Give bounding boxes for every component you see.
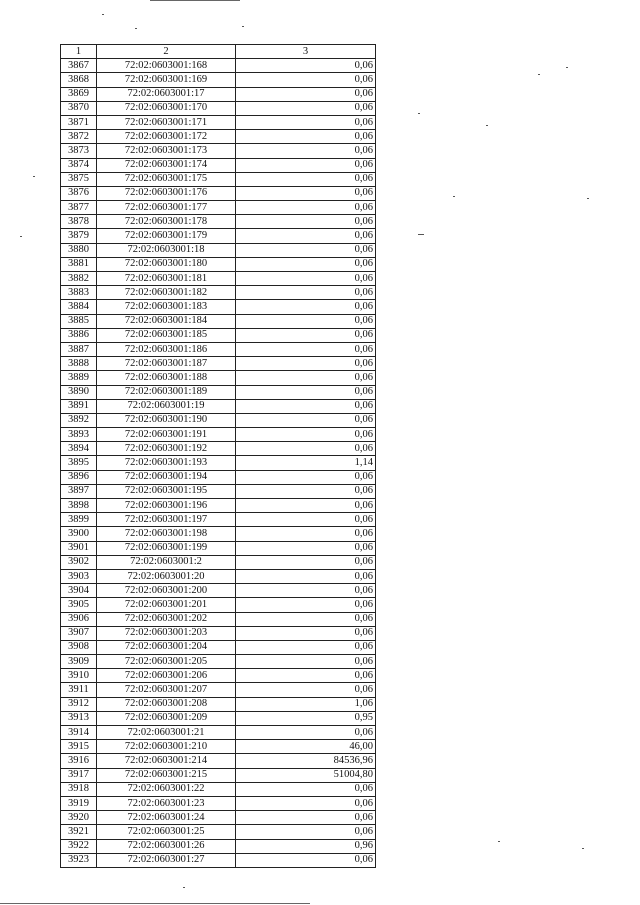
cadastral-number: 72:02:0603001:191 (97, 428, 236, 442)
row-number: 3875 (61, 172, 97, 186)
table-row (61, 825, 376, 839)
scan-speck (183, 887, 185, 888)
row-number: 3898 (61, 499, 97, 513)
row-number: 3885 (61, 314, 97, 328)
row-value: 0,06 (236, 484, 376, 498)
row-number: 3919 (61, 796, 97, 810)
row-value: 0,06 (236, 442, 376, 456)
row-value: 0,06 (236, 640, 376, 654)
table-row (61, 413, 376, 427)
table-row (61, 357, 376, 371)
row-value: 0,06 (236, 796, 376, 810)
cadastral-number: 72:02:0603001:194 (97, 470, 236, 484)
row-value: 0,06 (236, 626, 376, 640)
cadastral-number: 72:02:0603001:176 (97, 186, 236, 200)
scan-speck (486, 125, 488, 126)
row-value: 0,06 (236, 73, 376, 87)
table-row (61, 598, 376, 612)
cadastral-number: 72:02:0603001:192 (97, 442, 236, 456)
table-row (61, 839, 376, 853)
row-number: 3868 (61, 73, 97, 87)
scan-speck (102, 14, 104, 15)
row-number: 3876 (61, 186, 97, 200)
cadastral-number: 72:02:0603001:197 (97, 513, 236, 527)
row-number: 3912 (61, 697, 97, 711)
table-row (61, 87, 376, 101)
row-value: 0,06 (236, 328, 376, 342)
scan-edge-bottom (0, 903, 310, 904)
cadastral-number: 72:02:0603001:203 (97, 626, 236, 640)
cadastral-number: 72:02:0603001:195 (97, 484, 236, 498)
row-value: 0,06 (236, 413, 376, 427)
table-row (61, 272, 376, 286)
cadastral-number: 72:02:0603001:175 (97, 172, 236, 186)
table-row (61, 59, 376, 73)
table-row (61, 229, 376, 243)
row-number: 3913 (61, 711, 97, 725)
table-row (61, 130, 376, 144)
table-row (61, 768, 376, 782)
row-number: 3873 (61, 144, 97, 158)
row-value: 0,06 (236, 428, 376, 442)
table-row (61, 683, 376, 697)
row-number: 3910 (61, 669, 97, 683)
cadastral-number: 72:02:0603001:187 (97, 357, 236, 371)
cadastral-number: 72:02:0603001:22 (97, 782, 236, 796)
scan-speck (20, 236, 22, 237)
table-row (61, 144, 376, 158)
row-value: 0,06 (236, 158, 376, 172)
row-value: 0,06 (236, 87, 376, 101)
row-value: 0,06 (236, 215, 376, 229)
row-value: 0,06 (236, 300, 376, 314)
table-row (61, 342, 376, 356)
row-number: 3923 (61, 853, 97, 867)
scan-speck (418, 113, 420, 114)
scan-speck (538, 74, 540, 75)
row-value: 0,06 (236, 314, 376, 328)
table-row (61, 158, 376, 172)
cadastral-number: 72:02:0603001:170 (97, 101, 236, 115)
cadastral-number: 72:02:0603001:210 (97, 740, 236, 754)
row-value: 0,06 (236, 811, 376, 825)
cadastral-number: 72:02:0603001:168 (97, 59, 236, 73)
table-row (61, 186, 376, 200)
row-value: 51004,80 (236, 768, 376, 782)
row-number: 3883 (61, 286, 97, 300)
row-value: 0,06 (236, 683, 376, 697)
cadastral-number: 72:02:0603001:26 (97, 839, 236, 853)
row-value: 0,06 (236, 470, 376, 484)
row-value: 0,06 (236, 612, 376, 626)
row-value: 0,06 (236, 172, 376, 186)
row-number: 3914 (61, 726, 97, 740)
table-row (61, 428, 376, 442)
row-number: 3900 (61, 527, 97, 541)
cadastral-number: 72:02:0603001:179 (97, 229, 236, 243)
table-row (61, 669, 376, 683)
row-value: 0,06 (236, 101, 376, 115)
row-value: 0,06 (236, 115, 376, 129)
row-value: 0,06 (236, 130, 376, 144)
row-number: 3890 (61, 385, 97, 399)
table-row (61, 697, 376, 711)
row-number: 3891 (61, 399, 97, 413)
table-row (61, 172, 376, 186)
cadastral-number: 72:02:0603001:208 (97, 697, 236, 711)
row-number: 3884 (61, 300, 97, 314)
table-body (61, 59, 376, 868)
row-value: 84536,96 (236, 754, 376, 768)
row-number: 3920 (61, 811, 97, 825)
row-number: 3888 (61, 357, 97, 371)
row-value: 0,06 (236, 243, 376, 257)
cadastral-number: 72:02:0603001:27 (97, 853, 236, 867)
cadastral-number: 72:02:0603001:214 (97, 754, 236, 768)
row-number: 3905 (61, 598, 97, 612)
row-number: 3918 (61, 782, 97, 796)
row-number: 3894 (61, 442, 97, 456)
cadastral-number: 72:02:0603001:196 (97, 499, 236, 513)
table-row (61, 300, 376, 314)
row-value: 0,06 (236, 782, 376, 796)
row-value: 0,06 (236, 144, 376, 158)
row-number: 3921 (61, 825, 97, 839)
row-number: 3922 (61, 839, 97, 853)
row-value: 0,06 (236, 655, 376, 669)
table-row (61, 73, 376, 87)
scan-speck (418, 234, 424, 235)
table-row (61, 399, 376, 413)
cadastral-number: 72:02:0603001:17 (97, 87, 236, 101)
row-number: 3870 (61, 101, 97, 115)
row-value: 0,96 (236, 839, 376, 853)
row-value: 0,06 (236, 825, 376, 839)
table-row (61, 456, 376, 470)
cadastral-number: 72:02:0603001:2 (97, 555, 236, 569)
cadastral-number: 72:02:0603001:180 (97, 257, 236, 271)
cadastral-number: 72:02:0603001:19 (97, 399, 236, 413)
scan-speck (453, 196, 455, 197)
table-row (61, 499, 376, 513)
table-row (61, 740, 376, 754)
row-value: 1,06 (236, 697, 376, 711)
row-value: 0,06 (236, 201, 376, 215)
row-number: 3886 (61, 328, 97, 342)
table-row (61, 101, 376, 115)
table-row (61, 555, 376, 569)
scan-speck (33, 176, 35, 177)
row-value: 0,06 (236, 584, 376, 598)
row-value: 0,06 (236, 499, 376, 513)
row-number: 3903 (61, 569, 97, 583)
row-number: 3889 (61, 371, 97, 385)
row-value: 0,06 (236, 527, 376, 541)
cadastral-number: 72:02:0603001:173 (97, 144, 236, 158)
row-value: 0,06 (236, 272, 376, 286)
cadastral-number: 72:02:0603001:183 (97, 300, 236, 314)
row-number: 3869 (61, 87, 97, 101)
row-number: 3887 (61, 342, 97, 356)
scan-speck (582, 848, 584, 849)
cadastral-number: 72:02:0603001:190 (97, 413, 236, 427)
row-value: 1,14 (236, 456, 376, 470)
cadastral-number: 72:02:0603001:188 (97, 371, 236, 385)
row-value: 0,06 (236, 342, 376, 356)
cadastral-number: 72:02:0603001:169 (97, 73, 236, 87)
cadastral-number: 72:02:0603001:199 (97, 541, 236, 555)
row-value: 0,06 (236, 357, 376, 371)
cadastral-number: 72:02:0603001:23 (97, 796, 236, 810)
cadastral-number: 72:02:0603001:172 (97, 130, 236, 144)
row-number: 3909 (61, 655, 97, 669)
cadastral-number: 72:02:0603001:204 (97, 640, 236, 654)
row-number: 3901 (61, 541, 97, 555)
cadastral-number: 72:02:0603001:184 (97, 314, 236, 328)
table-row (61, 754, 376, 768)
cadastral-number: 72:02:0603001:181 (97, 272, 236, 286)
table-row (61, 201, 376, 215)
row-value: 0,06 (236, 669, 376, 683)
row-value: 0,06 (236, 59, 376, 73)
scan-speck (242, 26, 244, 27)
row-number: 3877 (61, 201, 97, 215)
row-number: 3899 (61, 513, 97, 527)
cadastral-number: 72:02:0603001:189 (97, 385, 236, 399)
table-row (61, 257, 376, 271)
cadastral-number: 72:02:0603001:174 (97, 158, 236, 172)
cadastral-number: 72:02:0603001:198 (97, 527, 236, 541)
table-row (61, 811, 376, 825)
row-value: 0,06 (236, 286, 376, 300)
column-header-3: 3 (236, 45, 376, 59)
cadastral-number: 72:02:0603001:206 (97, 669, 236, 683)
row-number: 3867 (61, 59, 97, 73)
row-value: 0,06 (236, 399, 376, 413)
scan-speck (498, 841, 500, 842)
table-row (61, 115, 376, 129)
row-number: 3879 (61, 229, 97, 243)
row-value: 0,06 (236, 385, 376, 399)
table-row (61, 640, 376, 654)
cadastral-number: 72:02:0603001:18 (97, 243, 236, 257)
table-row (61, 484, 376, 498)
table-row (61, 584, 376, 598)
table-row (61, 612, 376, 626)
cadastral-number: 72:02:0603001:20 (97, 569, 236, 583)
row-number: 3904 (61, 584, 97, 598)
row-number: 3874 (61, 158, 97, 172)
table-row (61, 328, 376, 342)
row-number: 3908 (61, 640, 97, 654)
row-number: 3871 (61, 115, 97, 129)
table-row (61, 513, 376, 527)
table-row (61, 215, 376, 229)
row-number: 3915 (61, 740, 97, 754)
cadastral-number: 72:02:0603001:193 (97, 456, 236, 470)
table-row (61, 385, 376, 399)
row-number: 3906 (61, 612, 97, 626)
cadastral-number: 72:02:0603001:21 (97, 726, 236, 740)
row-number: 3895 (61, 456, 97, 470)
cadastral-number: 72:02:0603001:207 (97, 683, 236, 697)
row-value: 0,06 (236, 257, 376, 271)
row-value: 0,06 (236, 513, 376, 527)
row-value: 0,95 (236, 711, 376, 725)
table-row (61, 442, 376, 456)
cadastral-number: 72:02:0603001:215 (97, 768, 236, 782)
table-row (61, 569, 376, 583)
row-number: 3916 (61, 754, 97, 768)
row-value: 0,06 (236, 186, 376, 200)
row-value: 0,06 (236, 853, 376, 867)
cadastral-number: 72:02:0603001:171 (97, 115, 236, 129)
row-number: 3880 (61, 243, 97, 257)
row-value: 0,06 (236, 541, 376, 555)
scan-speck (587, 198, 589, 199)
row-number: 3872 (61, 130, 97, 144)
table-row (61, 470, 376, 484)
table-row (61, 626, 376, 640)
row-value: 0,06 (236, 371, 376, 385)
cadastral-number: 72:02:0603001:202 (97, 612, 236, 626)
table-row (61, 726, 376, 740)
row-number: 3882 (61, 272, 97, 286)
row-number: 3911 (61, 683, 97, 697)
row-number: 3902 (61, 555, 97, 569)
cadastral-number: 72:02:0603001:178 (97, 215, 236, 229)
row-number: 3917 (61, 768, 97, 782)
row-value: 46,00 (236, 740, 376, 754)
column-header-2: 2 (97, 45, 236, 59)
scan-speck (135, 28, 137, 29)
scan-speck (566, 67, 568, 68)
cadastral-number: 72:02:0603001:25 (97, 825, 236, 839)
row-value: 0,06 (236, 229, 376, 243)
table-row (61, 541, 376, 555)
cadastral-number: 72:02:0603001:185 (97, 328, 236, 342)
row-number: 3892 (61, 413, 97, 427)
cadastral-number: 72:02:0603001:205 (97, 655, 236, 669)
cadastral-number: 72:02:0603001:201 (97, 598, 236, 612)
table-row (61, 371, 376, 385)
cadastral-number: 72:02:0603001:177 (97, 201, 236, 215)
row-number: 3896 (61, 470, 97, 484)
table-row (61, 853, 376, 867)
row-number: 3878 (61, 215, 97, 229)
table-header-row (61, 45, 376, 59)
table-row (61, 243, 376, 257)
cadastral-number: 72:02:0603001:200 (97, 584, 236, 598)
row-value: 0,06 (236, 598, 376, 612)
data-table (60, 44, 376, 868)
table-row (61, 527, 376, 541)
row-value: 0,06 (236, 726, 376, 740)
cadastral-number: 72:02:0603001:209 (97, 711, 236, 725)
scan-edge-top (150, 0, 240, 1)
cadastral-number: 72:02:0603001:186 (97, 342, 236, 356)
table-row (61, 711, 376, 725)
column-header-1: 1 (61, 45, 97, 59)
table-row (61, 314, 376, 328)
table-row (61, 782, 376, 796)
table-row (61, 796, 376, 810)
row-number: 3897 (61, 484, 97, 498)
row-number: 3881 (61, 257, 97, 271)
table-row (61, 286, 376, 300)
cadastral-number: 72:02:0603001:24 (97, 811, 236, 825)
cadastral-number: 72:02:0603001:182 (97, 286, 236, 300)
row-number: 3907 (61, 626, 97, 640)
row-value: 0,06 (236, 555, 376, 569)
row-number: 3893 (61, 428, 97, 442)
table-row (61, 655, 376, 669)
row-value: 0,06 (236, 569, 376, 583)
